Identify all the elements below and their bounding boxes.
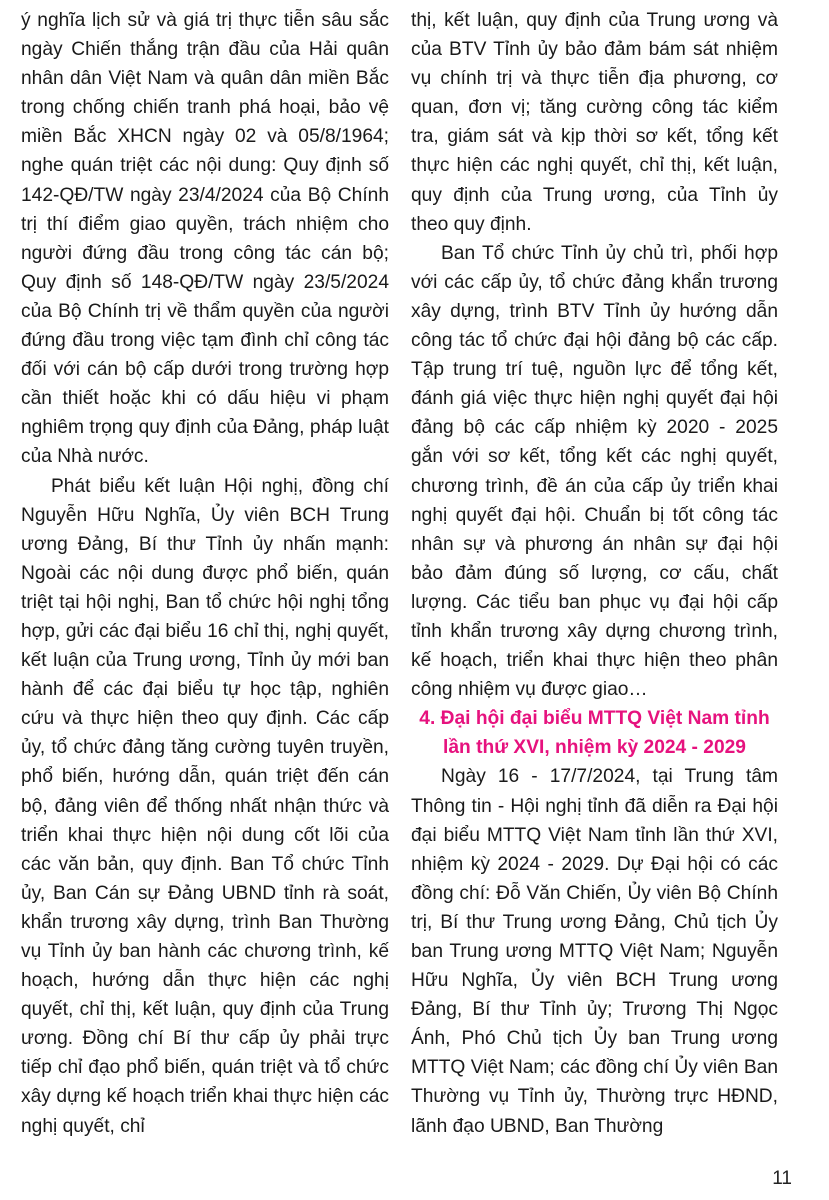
left-paragraph-1: ý nghĩa lịch sử và giá trị thực tiễn sâu sắc ngày Chiến thắng trận đầu của Hải quân nhân dân Việt Nam và quân dân miền Bắc trong chống chiến tranh phá hoại, bảo vệ miền Bắc XHCN ngày 02 và 05/8/1964; nghe quán triệt các nội dung: Quy định số 142-QĐ/TW ngày 23/4/2024 của Bộ Chính trị thí điểm giao quyền, trách nhiệm cho người đứng đầu trong công tác cán bộ; Quy định số 148-QĐ/TW ngày 23/5/2024 của Bộ Chính trị về thẩm quyền của người đứng đầu trong việc tạm đình chỉ công tác đối với cán bộ cấp dưới trong trường hợp cần thiết hoặc khi có dấu hiệu vi phạm nghiêm trọng quy định của Đảng, pháp luật của Nhà nước. bbox=[21, 10, 389, 468]
right-paragraph-1: thị, kết luận, quy định của Trung ương và của BTV Tỉnh ủy bảo đảm bám sát nhiệm vụ chính trị và thực tiễn địa phương, cơ quan, đơn vị; tăng cường công tác kiểm tra, giám sát và kịp thời sơ kết, tổng kết thực hiện các nghị quyết, chỉ thị, kết luận, quy định của Trung ương, của Tỉnh ủy theo quy định. bbox=[411, 10, 778, 235]
left-column bbox=[21, 6, 389, 1141]
right-paragraph-2: Ban Tổ chức Tỉnh ủy chủ trì, phối hợp với các cấp ủy, tổ chức đảng khẩn trương xây dựng, trình BTV Tỉnh ủy hướng dẫn công tác tổ chức đại hội đảng bộ các cấp. Tập trung trí tuệ, nguồn lực để tổng kết, đánh giá việc thực hiện nghị quyết đại hội đảng bộ các cấp nhiệm kỳ 2020 - 2025 gắn với sơ kết, tổng kết các nghị quyết, chương trình, đề án của cấp ủy triển khai nghị quyết đại hội. Chuẩn bị tốt công tác nhân sự và phương án nhân sự đại hội bảo đảm đúng số lượng, cơ cấu, chất lượng. Các tiểu ban phục vụ đại hội cấp tỉnh khẩn trương xây dựng chương trình, kế hoạch, triển khai thực hiện theo phân công nhiệm vụ được giao… bbox=[411, 242, 778, 701]
right-column bbox=[411, 6, 778, 1141]
section-heading: 4. Đại hội đại biểu MTTQ Việt Nam tỉnh lần thứ XVI, nhiệm kỳ 2024 - 2029 bbox=[419, 708, 770, 759]
right-paragraph-3: Ngày 16 - 17/7/2024, tại Trung tâm Thông tin - Hội nghị tỉnh đã diễn ra Đại hội đại biểu MTTQ Việt Nam tỉnh lần thứ XVI, nhiệm kỳ 2024 - 2029. Dự Đại hội có các đồng chí: Đỗ Văn Chiến, Ủy viên Bộ Chính trị, Bí thư Trung ương Đảng, Chủ tịch Ủy ban Trung ương MTTQ Việt Nam; Nguyễn Hữu Nghĩa, Ủy viên BCH Trung ương Đảng, Bí thư Tỉnh ủy; Trương Thị Ngọc Ánh, Phó Chủ tịch Ủy ban Trung ương MTTQ Việt Nam; các đồng chí Ủy viên Ban Thường vụ Tỉnh ủy, Thường trực HĐND, lãnh đạo UBND, Ban Thường bbox=[411, 766, 778, 1137]
page-number: 11 bbox=[772, 1168, 792, 1189]
left-paragraph-2: Phát biểu kết luận Hội nghị, đồng chí Nguyễn Hữu Nghĩa, Ủy viên BCH Trung ương Đảng, Bí thư Tỉnh ủy nhấn mạnh: Ngoài các nội dung được phổ biến, quán triệt tại hội nghị, Ban tổ chức hội nghị tổng hợp, gửi các đại biểu 16 chỉ thị, nghị quyết, kết luận của Trung ương, Tỉnh ủy mới ban hành để các đại biểu tự học tập, nghiên cứu và thực hiện theo quy định. Các cấp ủy, tổ chức đảng tăng cường tuyên truyền, phổ biến, hướng dẫn, quán triệt đến cán bộ, đảng viên để thống nhất nhận thức và triển khai thực hiện nội dung cốt lõi của các văn bản, quy định. Ban Tổ chức Tỉnh ủy, Ban Cán sự Đảng UBND tỉnh rà soát, khẩn trương xây dựng, trình Ban Thường vụ Tỉnh ủy ban hành các chương trình, kế hoạch, hướng dẫn thực hiện các nghị quyết, chỉ thị, kết luận, quy định của Trung ương. Đồng chí Bí thư cấp ủy phải trực tiếp chỉ đạo phổ biến, quán triệt và tổ chức xây dựng kế hoạch triển khai thực hiện các nghị quyết, chỉ bbox=[21, 475, 389, 1137]
